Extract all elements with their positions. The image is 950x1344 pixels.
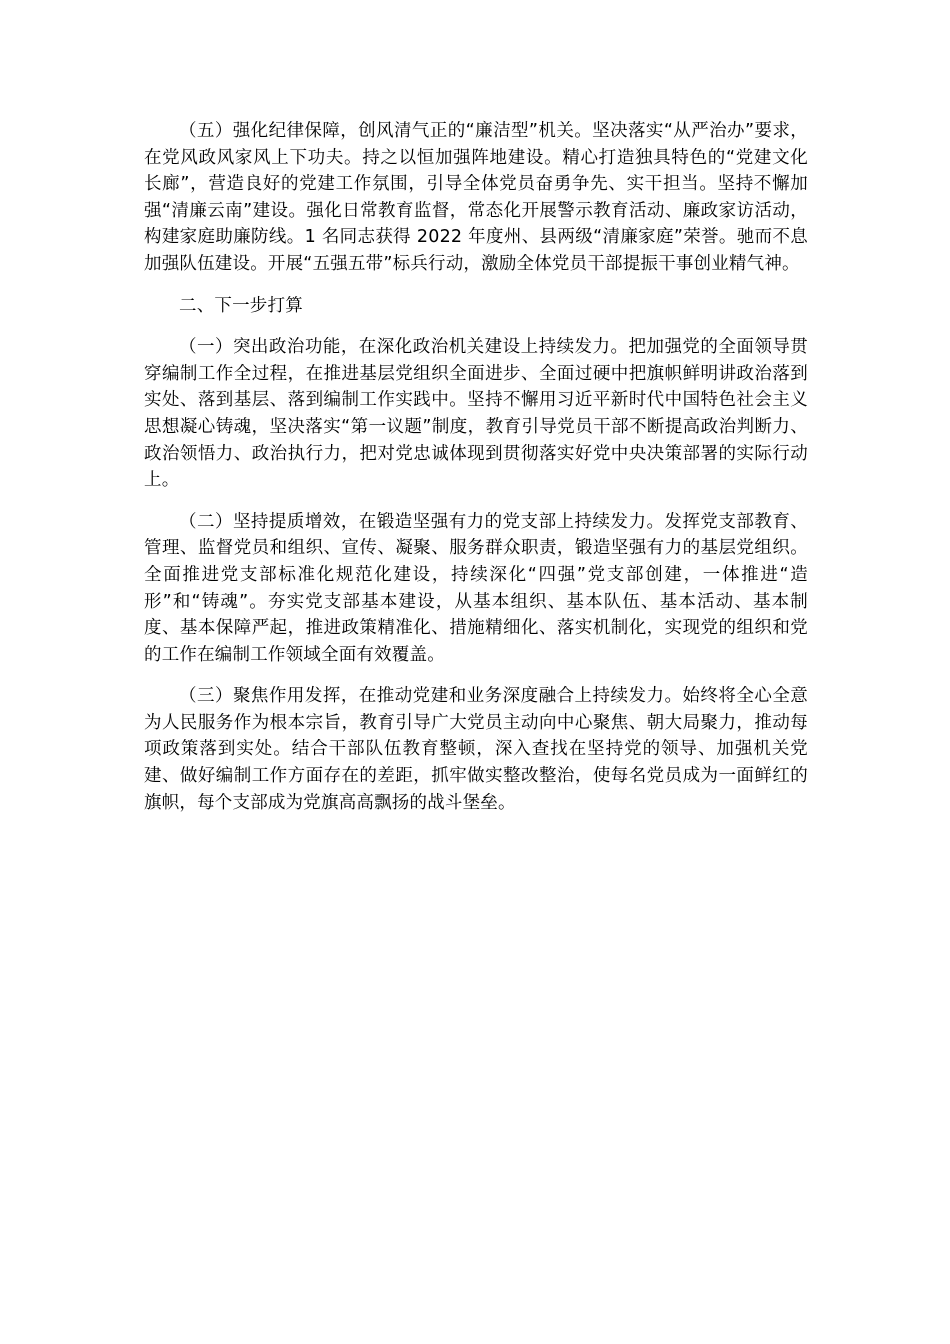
- paragraph-role-play: （三）聚焦作用发挥，在推动党建和业务深度融合上持续发力。始终将全心全意为人民服务作为根本宗旨，教育引导广大党员主动向中心聚焦、朝大局聚力，推动每项政策落到实处。结合干部队伍教育整顿，深入查找在坚持党的领导、加强机关党建、做好编制工作方面存在的差距，抓牢做实整改整治，使每名党员成为一面鲜红的旗帜，每个支部成为党旗高高飘扬的战斗堡垒。: [144, 686, 808, 813]
- document-body: [144, 118, 808, 831]
- paragraph-discipline-guarantee: （五）强化纪律保障，创风清气正的“廉洁型”机关。坚决落实“从严治办”要求，在党风政风家风上下功夫。持之以恒加强阵地建设。精心打造独具特色的“党建文化长廊”，营造良好的党建工作氛围，引导全体党员奋勇争先、实干担当。坚持不懈加强“清廉云南”建设。强化日常教育监督，常态化开展警示教育活动、廉政家访活动，构建家庭助廉防线。1 名同志获得 2022 年度州、县两级“清廉家庭”荣誉。驰而不息加强队伍建设。开展“五强五带”标兵行动，激励全体党员干部提振干事创业精气神。: [144, 121, 808, 274]
- paragraph-quality-efficiency: （二）坚持提质增效，在锻造坚强有力的党支部上持续发力。发挥党支部教育、管理、监督党员和组织、宣传、凝聚、服务群众职责，锻造坚强有力的基层党组织。全面推进党支部标准化规范化建设，持续深化“四强”党支部创建，一体推进“造形”和“铸魂”。夯实党支部基本建设，从基本组织、基本队伍、基本活动、基本制度、基本保障严起，推进政策精准化、措施精细化、落实机制化，实现党的组织和党的工作在编制工作领域全面有效覆盖。: [144, 511, 808, 665]
- section-heading-next-steps: 二、下一步打算: [179, 295, 303, 316]
- paragraph-political-function: （一）突出政治功能，在深化政治机关建设上持续发力。把加强党的全面领导贯穿编制工作全过程，在推进基层党组织全面进步、全面过硬中把旗帜鲜明讲政治落到实处、落到基层、落到编制工作实践中。坚持不懈用习近平新时代中国特色社会主义思想凝心铸魂，坚决落实“第一议题”制度，教育引导党员干部不断提高政治判断力、政治领悟力、政治执行力，把对党忠诚体现到贯彻落实好党中央决策部署的实际行动上。: [144, 337, 808, 491]
